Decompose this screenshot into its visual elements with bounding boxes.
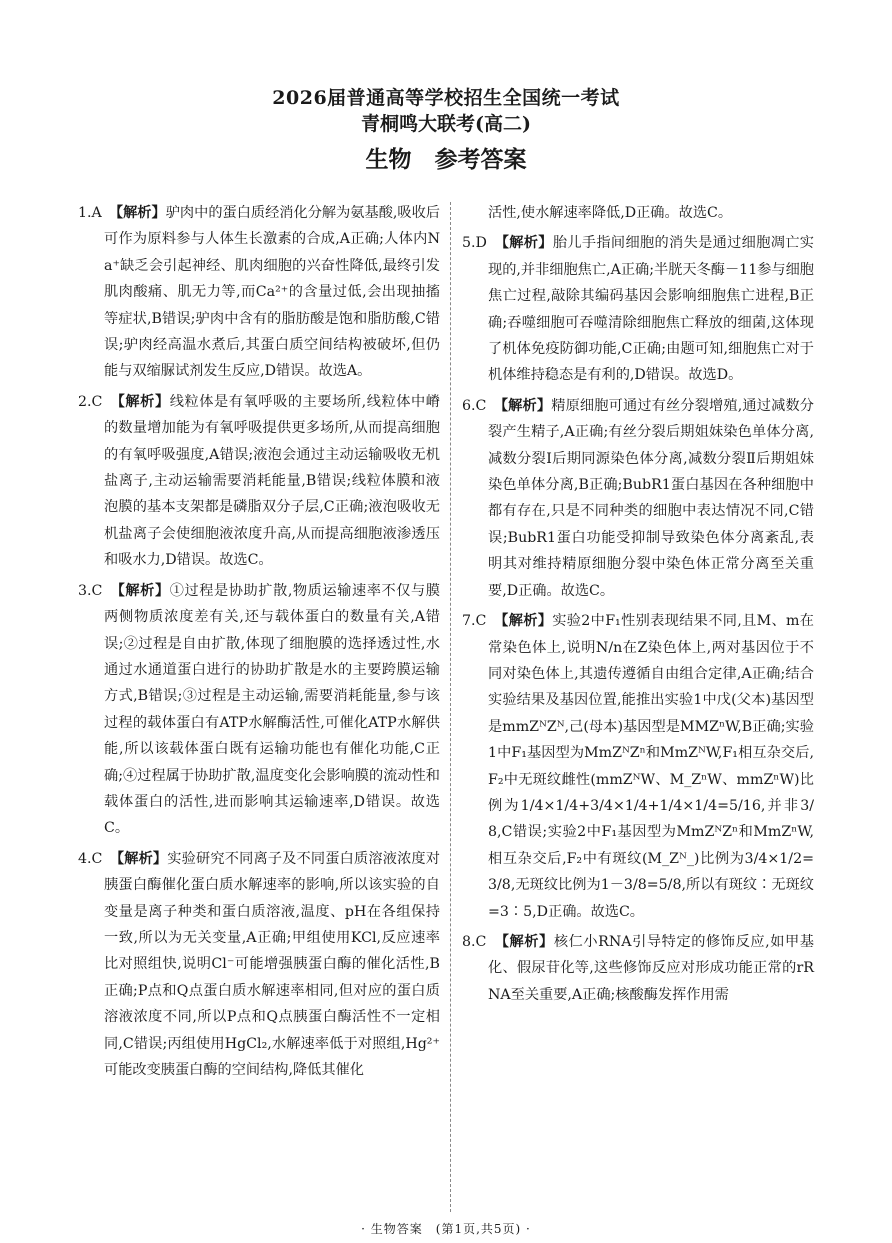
answer-item-4-continued: 活性,使水解速率降低,D正确。故选C。	[488, 205, 733, 221]
answer-item-5: 5.D 【解析】胎儿手指间细胞的消失是通过细胞凋亡实现的,并非细胞焦亡,A正确;半胱天冬酶－11参与细胞焦亡过程,敲除其编码基因会影响细胞焦亡进程,B正确;吞噬细胞可吞噬清除细胞焦亡释放的细菌,这体现了机体免疫防御功能,C正确;由题可知,细胞焦亡对于机体维持稳态是有利的,D错误。故选D。	[462, 235, 814, 384]
right-column	[462, 200, 814, 1012]
answer-item-7: 7.C 【解析】实验2中F₁性别表现结果不同,且M、m在常染色体上,说明N/n在Z染色体上,两对基因位于不同对染色体上,其遗传遵循自由组合定律,A正确;结合实验结果及基因位置,能推出实验1中戊(父本)基因型是mmZᴺZᴺ,己(母本)基因型是MMZⁿW,B正确;实验1中F₁基因型为MmZᴺZⁿ和MmZᴺW,F₁相互杂交后,F₂中无斑纹雌性(mmZᴺW、M_ZⁿW、mmZⁿW)比例为1/4×1/4+3/4×1/4+1/4×1/4=5/16,并非3/8,C错误;实验2中F₁基因型为MmZᴺZⁿ和MmZⁿW,相互杂交后,F₂中有斑纹(M_Zᴺ_)比例为3/4×1/2=3/8,无斑纹比例为1－3/8=5/8,所以有斑纹∶无斑纹=3∶5,D正确。故选C。	[462, 613, 814, 920]
answer-item-6: 6.C 【解析】精原细胞可通过有丝分裂增殖,通过减数分裂产生精子,A正确;有丝分裂后期姐妹染色单体分离,减数分裂Ⅰ后期同源染色体分离,减数分裂Ⅱ后期姐妹染色单体分离,B正确;BubR1蛋白基因在各种细胞中都有存在,只是不同种类的细胞中表达情况不同,C错误;BubR1蛋白功能受抑制导致染色体分离紊乱,表明其对维持精原细胞分裂中染色体正常分离至关重要,D正确。故选C。	[462, 397, 814, 599]
answer-item-4: 4.C 【解析】实验研究不同离子及不同蛋白质溶液浓度对胰蛋白酶催化蛋白质水解速率的影响,所以该实验的自变量是离子种类和蛋白质溶液,温度、pH在各组保持一致,所以为无关变量,A正确;甲组使用KCl,反应速率比对照组快,说明Cl⁻可能增强胰蛋白酶的催化活性,B正确;P点和Q点蛋白质水解速率相同,但对应的蛋白质溶液浓度不同,所以P点和Q点胰蛋白酶活性不一定相同,C错误;丙组使用HgCl₂,水解速率低于对照组,Hg²⁺可能改变胰蛋白酶的空间结构,降低其催化	[78, 850, 440, 1078]
exam-header	[0, 85, 892, 179]
exam-subtitle: 青桐鸣大联考(高二)	[361, 113, 531, 135]
answer-item-2: 2.C 【解析】线粒体是有氧呼吸的主要场所,线粒体中嵴的数量增加能为有氧呼吸提供更多场所,从而提高细胞的有氧呼吸强度,A错误;液泡会通过主动运输吸收无机盐离子,主动运输需要消耗能量,B错误;线粒体膜和液泡膜的基本支架都是磷脂双分子层,C正确;液泡吸收无机盐离子会使细胞液浓度升高,从而提高细胞液渗透压和吸水力,D错误。故选C。	[78, 393, 440, 569]
answer-item-8: 8.C 【解析】核仁小RNA引导特定的修饰反应,如甲基化、假尿苷化等,这些修饰反应对形成功能正常的rRNA至关重要,A正确;核酸酶发挥作用需	[462, 933, 814, 1003]
page-footer: · 生物答案 (第1页,共5页) ·	[361, 1222, 531, 1236]
left-column	[78, 200, 440, 1087]
answer-item-3: 3.C 【解析】①过程是协助扩散,物质运输速率不仅与膜两侧物质浓度差有关,还与载体蛋白的数量有关,A错误;②过程是自由扩散,体现了细胞膜的选择透过性,水通过水通道蛋白进行的协助扩散是水的主要跨膜运输方式,B错误;③过程是主动运输,需要消耗能量,参与该过程的载体蛋白有ATP水解酶活性,可催化ATP水解供能,所以该载体蛋白既有运输功能也有催化功能,C正确;④过程属于协助扩散,温度变化会影响膜的流动性和载体蛋白的活性,进而影响其运输速率,D错误。故选C。	[78, 582, 440, 837]
column-divider	[450, 202, 451, 1212]
exam-title: 2026届普通高等学校招生全国统一考试	[272, 87, 620, 109]
answer-item-1: 1.A 【解析】驴肉中的蛋白质经消化分解为氨基酸,吸收后可作为原料参与人体生长激素的合成,A正确;人体内Na⁺缺乏会引起神经、肌肉细胞的兴奋性降低,最终引发肌肉酸痛、肌无力等,而Ca²⁺的含量过低,会出现抽搐等症状,B错误;驴肉中含有的脂肪酸是饱和脂肪酸,C错误;驴肉经高温水煮后,其蛋白质空间结构被破坏,但仍能与双缩脲试剂发生反应,D错误。故选A。	[78, 205, 440, 380]
subject-title: 生物 参考答案	[365, 146, 527, 173]
